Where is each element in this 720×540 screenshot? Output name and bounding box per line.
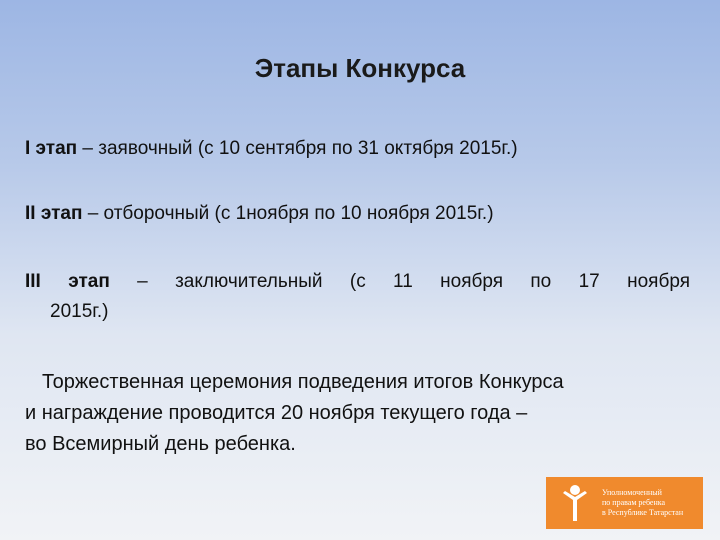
- stage-1: [25, 135, 690, 163]
- stage-3: [25, 268, 690, 296]
- ombudsman-logo: [546, 477, 703, 529]
- logo-line-1: Уполномоченный: [602, 488, 662, 497]
- ceremony-line-3: во Всемирный день ребенка.: [25, 433, 296, 455]
- ceremony-line-1: Торжественная церемония подведения итогов Конкурса: [42, 371, 564, 393]
- stage-3-label: III этап: [25, 271, 110, 292]
- stage-1-text: – заявочный (с 10 сентября по 31 октября 2015г.): [77, 138, 518, 159]
- child-figure-icon: [560, 483, 590, 523]
- logo-text: [602, 488, 683, 518]
- stage-2-text: – отборочный (с 1ноября по 10 ноября 2015г.): [82, 203, 494, 224]
- ceremony-line-2: и награждение проводится 20 ноября текущего года –: [25, 402, 528, 424]
- stage-1-label: I этап: [25, 138, 78, 159]
- logo-line-3: в Республике Татарстан: [602, 508, 684, 517]
- logo-line-2: по правам ребенка: [602, 498, 666, 507]
- slide-title: Этапы Конкурса: [254, 53, 466, 83]
- stage-3-text: – заключительный (с 11 ноября по 17 ноября: [109, 271, 690, 292]
- ceremony-paragraph: [25, 367, 690, 460]
- stage-2-label: II этап: [25, 203, 83, 224]
- stage-2: [25, 200, 690, 228]
- stage-3-text-line2: 2015г.): [50, 301, 109, 322]
